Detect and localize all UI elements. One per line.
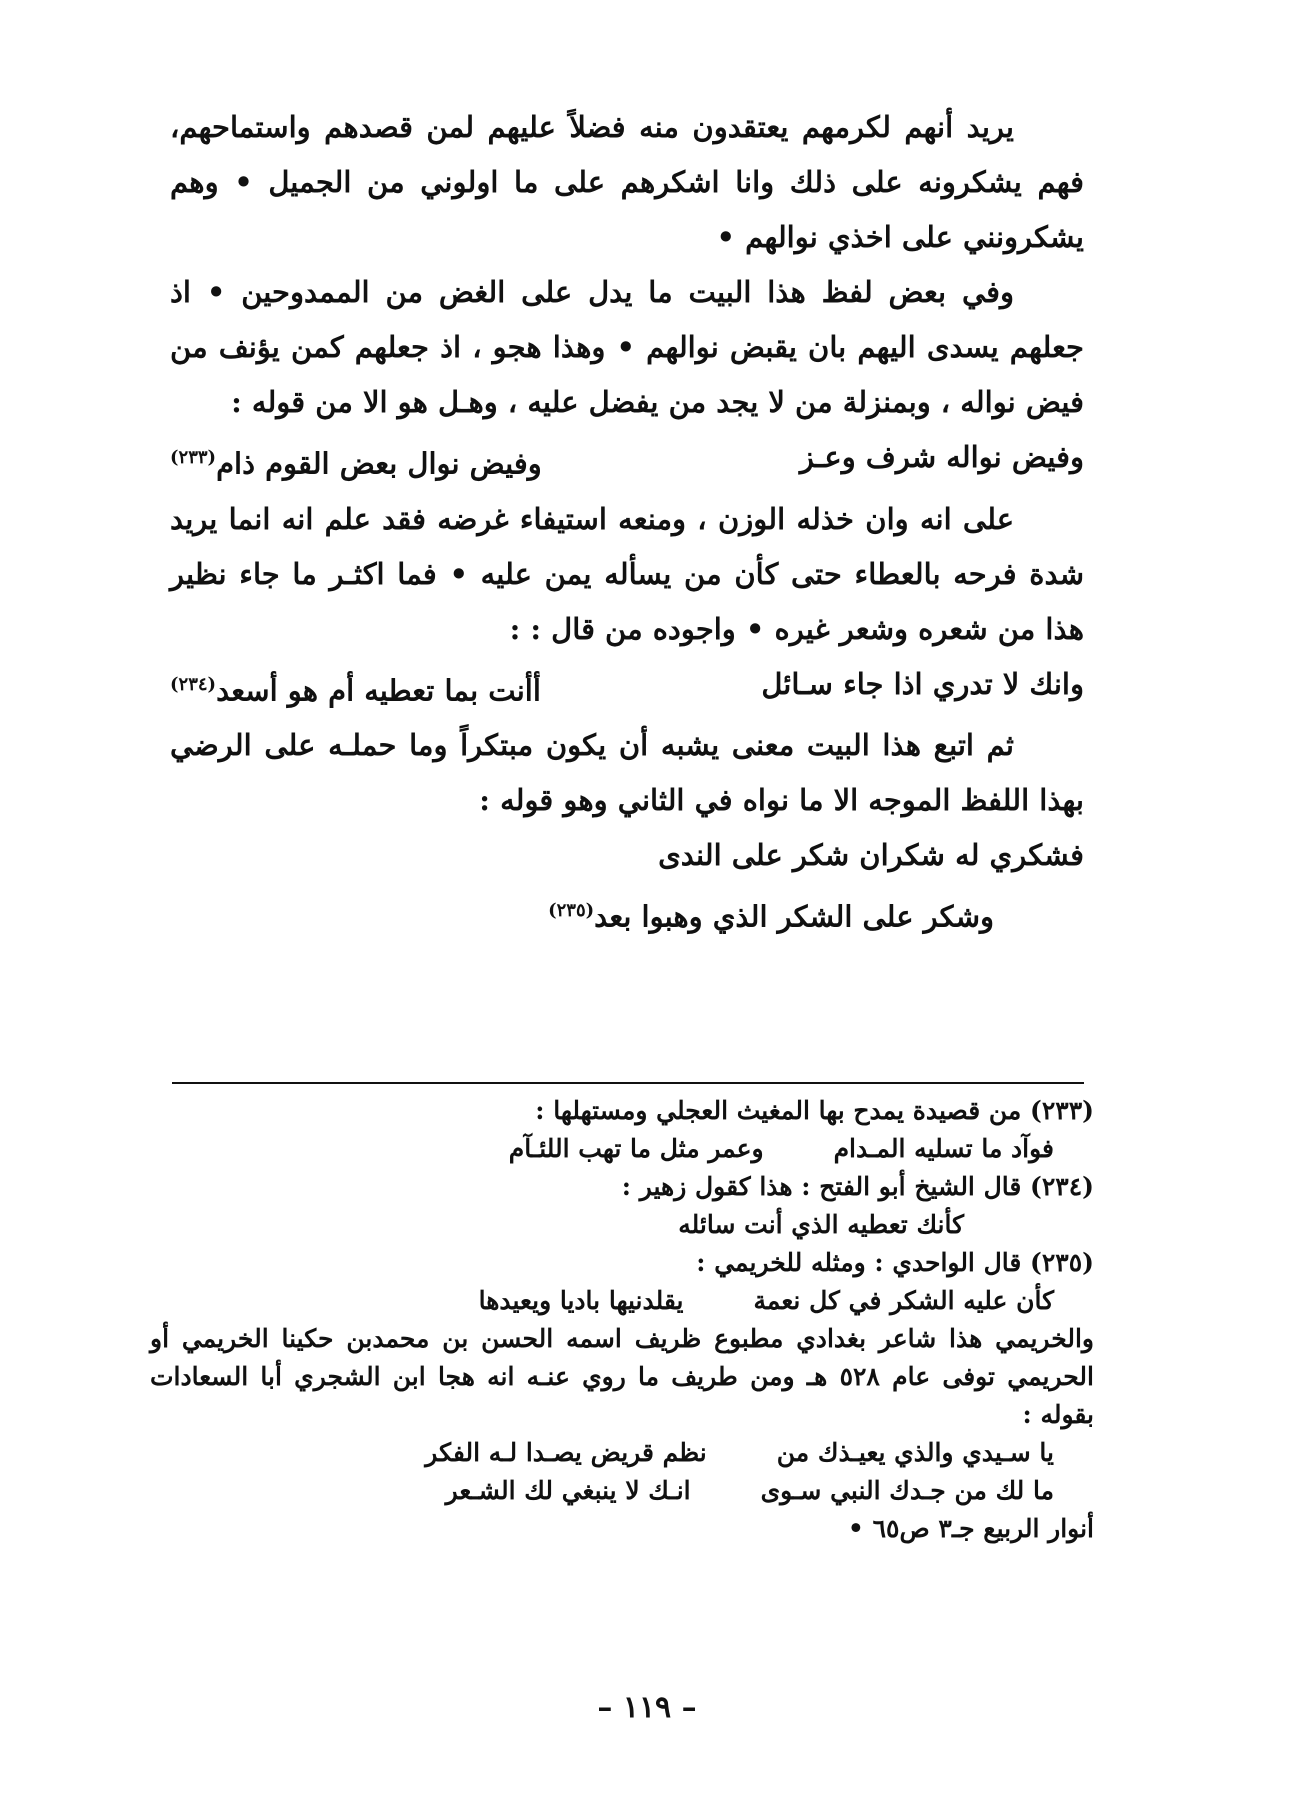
footnote-234: (٢٣٤) قال الشيخ أبو الفتح : هذا كقول زهير : (621, 1172, 1094, 1201)
paragraph-4: ثم اتبع هذا البيت معنى يشبه أن يكون مبتكراً وما حملـه على الرضي بهذا اللفظ الموجه الا ما نواه في الثاني وهو قوله : (170, 728, 1084, 818)
verse-235-second-text: وشكر على الشكر الذي وهبوا بعد (594, 899, 994, 934)
verse-233-second-text: وفيض نوال بعض القوم ذام (216, 446, 542, 481)
footnote-ref-233: (٢٣٣) (170, 447, 217, 468)
verse-234-second-text: أأنت بما تعطيه أم هو أسعد (216, 673, 541, 708)
footnote-235: (٢٣٥) قال الواحدي : ومثله للخريمي : (696, 1248, 1094, 1277)
footnote-235-verse-3 (150, 1472, 1094, 1510)
footnote-ref-235: (٢٣٥) (548, 900, 595, 922)
verse-235-first-hemistich: فشكري له شكران شكر على الندى (658, 838, 1084, 873)
footnote-ref-234: (٢٣٤) (170, 673, 217, 695)
footnote-233-verse-b: وعمر مثل ما تهب اللئـآم (508, 1134, 764, 1163)
footnote-233-verse (150, 1130, 1094, 1168)
verse-235-line-1 (170, 828, 1084, 883)
verse-233-first-hemistich: وفيض نواله شرف وعـز (799, 440, 1084, 474)
main-text (170, 100, 1084, 945)
footnote-235-verse-2a: يا سـيدي والذي يعيـذك من (776, 1438, 1054, 1467)
footnote-235-verse-a: كأن عليه الشكر في كل نعمة (753, 1286, 1054, 1315)
footnotes (150, 1092, 1094, 1548)
footnote-235-text: والخريمي هذا شاعر بغدادي مطبوع ظريف اسمه الحسن بن محمدبن حكينا الخريمي أو الحريمي توفى عام ٥٢٨ هـ ومن طريف ما روي عنـه انه هجا ابن الشجري أبا السعادات بقوله : (150, 1324, 1094, 1429)
footnote-233: (٢٣٣) من قصيدة يمدح بها المغيث العجلي ومستهلها : (535, 1096, 1094, 1125)
verse-234-first-hemistich: وانك لا تدري اذا جاء سـائل (761, 666, 1084, 701)
footnote-233-verse-a: فوآد ما تسليه المـدام (833, 1134, 1054, 1163)
verse-234 (170, 657, 1084, 719)
footnote-235-verse-2 (150, 1434, 1094, 1472)
verse-233-second-hemistich (170, 430, 542, 492)
footnote-235-verse-2b: نظم قريض يصـدا لـه الفكر (425, 1438, 707, 1467)
verse-233 (170, 430, 1084, 492)
footnote-235-verse (150, 1282, 1094, 1320)
footnote-235-verse-b: يقلدنيها باديا ويعيدها (478, 1286, 684, 1315)
footnote-235-verse-3a: ما لك من جـدك النبي سـوى (760, 1476, 1054, 1505)
verse-235-line-2 (170, 883, 1084, 945)
page-number: – ١١٩ – (597, 1690, 697, 1725)
paragraph-1: يريد أنهم لكرمهم يعتقدون منه فضلاً عليهم لمن قصدهم واستماحهم، فهم يشكرونه على ذلك وانا اشكرهم على ما اولوني من الجميل • وهم يشكرونني على اخذي نوالهم • (170, 110, 1084, 254)
footnote-234-verse: كأنك تعطيه الذي أنت سائله (678, 1210, 964, 1239)
verse-234-second-hemistich (170, 657, 541, 719)
footnote-divider (172, 1082, 1084, 1084)
footnote-235-source: أنوار الربيع جـ٣ ص٦٥ • (847, 1514, 1094, 1543)
verse-235-second-hemistich (548, 883, 1084, 945)
paragraph-3: على انه وان خذله الوزن ، ومنعه استيفاء غرضه فقد علم انه انما يريد شدة فرحه بالعطاء حتى كأن من يسأله يمن عليه • فما اكثـر ما جاء نظير هذا من شعره وشعر غيره • واجوده من قال : : (170, 501, 1084, 646)
paragraph-2: وفي بعض لفظ هذا البيت ما يدل على الغض من الممدوحين • اذ جعلهم يسدى اليهم بان يقبض نوالهم • وهذا هجو ، اذ جعلهم كمن يؤنف من فيض نواله ، وبمنزلة من لا يجد من يفضل عليه ، وهـل هو الا من قوله : (170, 275, 1084, 419)
footnote-235-verse-3b: انـك لا ينبغي لك الشـعر (445, 1476, 691, 1505)
